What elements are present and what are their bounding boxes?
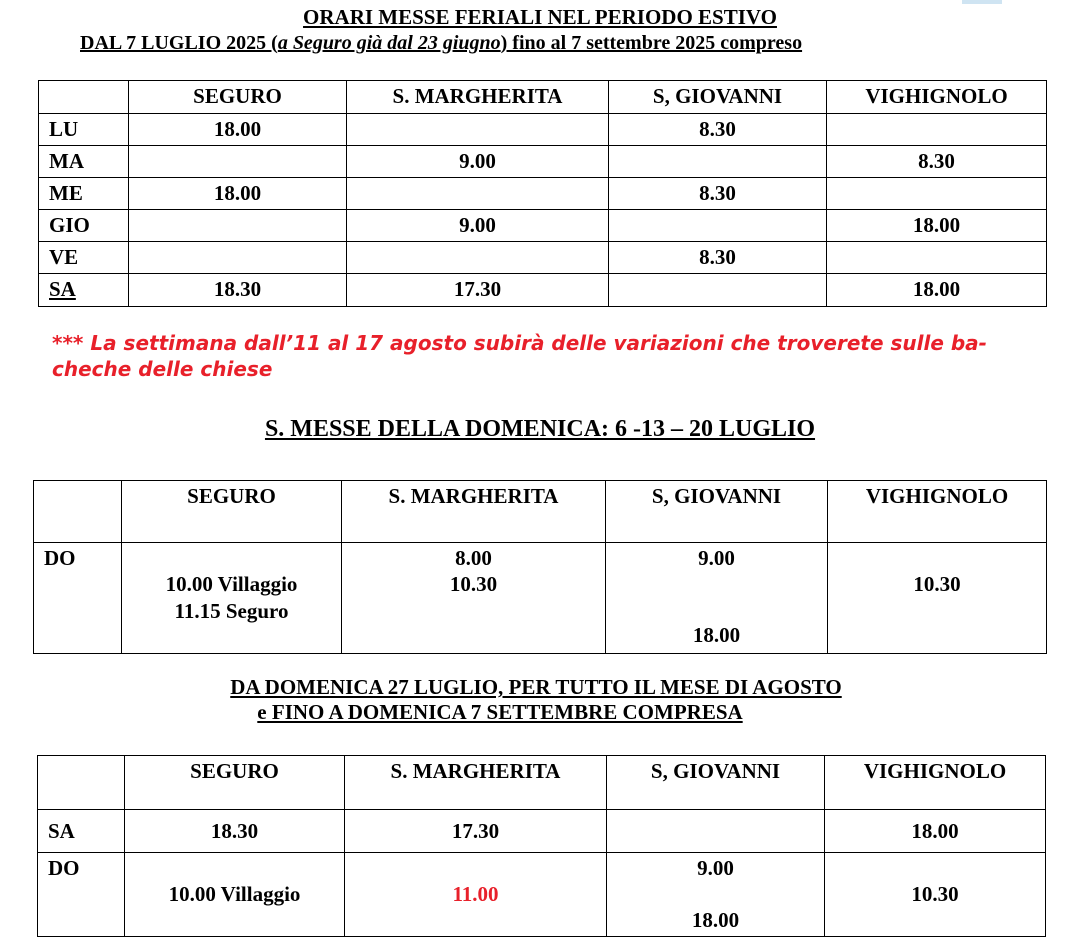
weekday-table <box>38 80 1047 307</box>
cell-vighignolo <box>827 114 1047 146</box>
cell-giovanni: 8.30 <box>609 178 827 210</box>
giovanni-mass-1: 9.00 <box>698 546 735 570</box>
table-row <box>39 242 1047 274</box>
col-seguro: SEGURO <box>122 481 342 543</box>
corner-mark <box>962 0 1002 4</box>
august-title-1: DA DOMENICA 27 LUGLIO, PER TUTTO IL MESE DI AGOSTO <box>230 675 842 699</box>
giovanni-mass-2: 18.00 <box>692 623 741 647</box>
note-line-1: *** La settimana dall’11 al 17 agosto subirà delle variazioni che troverete sulle ba- <box>52 331 987 355</box>
cell-giovanni <box>607 810 825 853</box>
page-subtitle <box>80 32 802 55</box>
cell-margherita <box>347 114 609 146</box>
cell-margherita <box>345 853 607 937</box>
cell-vighignolo <box>825 853 1046 937</box>
cell-margherita <box>342 543 606 654</box>
cell-giovanni <box>609 274 827 307</box>
day-label: ME <box>39 178 129 210</box>
col-vighignolo: VIGHIGNOLO <box>827 81 1047 114</box>
cell-seguro <box>125 853 345 937</box>
cell-margherita: 9.00 <box>347 146 609 178</box>
cell-giovanni <box>606 543 828 654</box>
col-vighignolo: VIGHIGNOLO <box>825 756 1046 810</box>
cell-margherita: 9.00 <box>347 210 609 242</box>
cell-seguro <box>129 146 347 178</box>
cell-seguro <box>129 242 347 274</box>
vighignolo-mass: 10.30 <box>913 572 961 596</box>
header-empty-cell <box>34 481 122 543</box>
table-header-row <box>39 81 1047 114</box>
table-row <box>38 810 1046 853</box>
col-giovanni: S, GIOVANNI <box>607 756 825 810</box>
day-label: DO <box>34 543 122 654</box>
cell-seguro <box>122 543 342 654</box>
table-row <box>34 543 1047 654</box>
col-margherita: S. MARGHERITA <box>345 756 607 810</box>
seguro-mass-2: 11.15 Seguro <box>174 599 289 623</box>
col-giovanni: S, GIOVANNI <box>606 481 828 543</box>
margherita-mass-2: 10.30 <box>449 572 498 596</box>
table-row <box>39 178 1047 210</box>
cell-giovanni <box>609 146 827 178</box>
table-row <box>39 210 1047 242</box>
margherita-mass-1: 8.00 <box>455 546 492 570</box>
table-row <box>39 146 1047 178</box>
table-row <box>39 274 1047 307</box>
cell-giovanni <box>607 853 825 937</box>
cell-vighignolo <box>827 242 1047 274</box>
day-label: DO <box>38 853 125 937</box>
sunday-title: S. MESSE DELLA DOMENICA: 6 -13 – 20 LUGLIO <box>264 416 816 442</box>
day-label: GIO <box>39 210 129 242</box>
day-label: SA <box>39 274 129 307</box>
seguro-mass: 10.00 Villaggio <box>168 882 301 906</box>
august-table <box>37 755 1046 937</box>
cell-margherita: 17.30 <box>347 274 609 307</box>
page-title: ORARI MESSE FERIALI NEL PERIODO ESTIVO <box>303 5 777 29</box>
cell-margherita: 17.30 <box>345 810 607 853</box>
cell-giovanni <box>609 210 827 242</box>
col-vighignolo: VIGHIGNOLO <box>828 481 1047 543</box>
table-row <box>38 853 1046 937</box>
cell-giovanni: 8.30 <box>609 242 827 274</box>
cell-seguro <box>129 210 347 242</box>
giovanni-mass-2: 18.00 <box>691 908 740 932</box>
cell-margherita <box>347 178 609 210</box>
variation-note <box>52 330 1052 382</box>
cell-seguro: 18.00 <box>129 178 347 210</box>
cell-vighignolo <box>827 178 1047 210</box>
cell-seguro: 18.00 <box>129 114 347 146</box>
cell-vighignolo: 18.00 <box>827 274 1047 307</box>
col-margherita: S. MARGHERITA <box>342 481 606 543</box>
col-giovanni: S, GIOVANNI <box>609 81 827 114</box>
subtitle-start: DAL 7 LUGLIO 2025 ( <box>80 32 278 54</box>
table-row <box>39 114 1047 146</box>
cell-vighignolo: 18.00 <box>825 810 1046 853</box>
cell-seguro: 18.30 <box>129 274 347 307</box>
cell-seguro: 18.30 <box>125 810 345 853</box>
table-header-row <box>38 756 1046 810</box>
cell-vighignolo: 18.00 <box>827 210 1047 242</box>
header-empty-cell <box>38 756 125 810</box>
table-header-row <box>34 481 1047 543</box>
cell-vighignolo: 8.30 <box>827 146 1047 178</box>
subtitle-end: ) fino al 7 settembre 2025 compreso <box>500 32 803 54</box>
august-title-2: e FINO A DOMENICA 7 SETTEMBRE COMPRESA <box>257 700 743 724</box>
vighignolo-mass: 10.30 <box>911 882 959 906</box>
margherita-mass-highlight: 11.00 <box>452 882 499 906</box>
cell-margherita <box>347 242 609 274</box>
col-seguro: SEGURO <box>129 81 347 114</box>
subtitle-italic: a Seguro già dal 23 giugno <box>277 32 501 54</box>
day-label: SA <box>38 810 125 853</box>
day-label: MA <box>39 146 129 178</box>
note-line-2: cheche delle chiese <box>52 357 273 381</box>
cell-giovanni: 8.30 <box>609 114 827 146</box>
seguro-mass-1: 10.00 Villaggio <box>165 572 298 596</box>
day-label: LU <box>39 114 129 146</box>
giovanni-mass-1: 9.00 <box>697 856 734 880</box>
col-seguro: SEGURO <box>125 756 345 810</box>
cell-vighignolo <box>828 543 1047 654</box>
header-empty-cell <box>39 81 129 114</box>
day-label: VE <box>39 242 129 274</box>
sunday-table <box>33 480 1047 654</box>
col-margherita: S. MARGHERITA <box>347 81 609 114</box>
